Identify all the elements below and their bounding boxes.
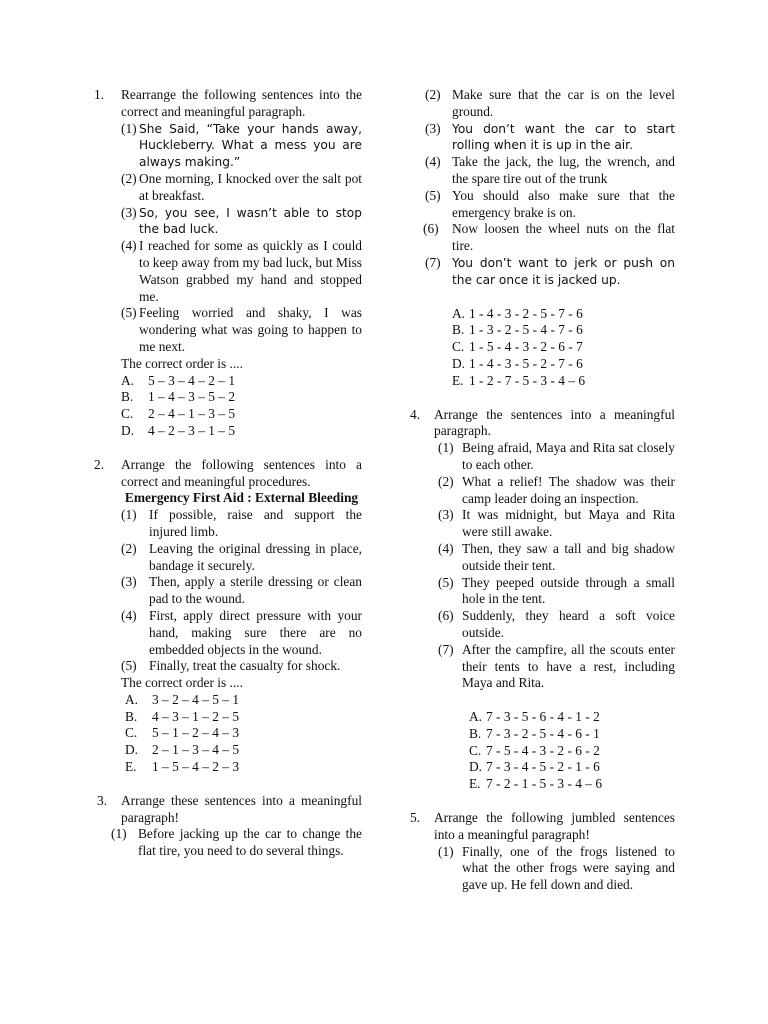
question-1: [94, 87, 362, 440]
answer-option-a[interactable]: [121, 373, 362, 390]
question-2: [94, 457, 362, 776]
sentence-text: You don’t want to jerk or push on the car once it is jacked up.: [452, 255, 675, 287]
sentence-text: Finally, treat the casualty for shock.: [149, 658, 341, 674]
sentence-number: (3): [425, 120, 441, 136]
sentence-number: (1): [438, 843, 454, 859]
question-number: 3.: [97, 792, 108, 808]
option-value: 7 - 5 - 4 - 3 - 2 - 6 - 2: [486, 742, 600, 758]
sentence-item: [438, 608, 675, 642]
option-value: 1 - 5 - 4 - 3 - 2 - 6 - 7: [469, 339, 583, 355]
question-5: [410, 810, 675, 894]
answer-option-b[interactable]: [121, 389, 362, 406]
question-3-continued: [410, 87, 675, 390]
question-prompt: Arrange the sentences into a meaningful paragraph.: [434, 406, 675, 439]
procedure-title: Emergency First Aid : External Bleeding: [124, 490, 359, 506]
sentence-number: (5): [438, 574, 454, 590]
sentence-number: (5): [121, 305, 137, 321]
sentence-number: (6): [438, 608, 454, 624]
option-value: 1 - 4 - 3 - 5 - 2 - 7 - 6: [469, 355, 583, 371]
sentence-number: (1): [121, 120, 137, 136]
sentence-text: Feeling worried and shaky, I was wondering what was going to happen to me next.: [139, 305, 362, 354]
question-3: [94, 793, 362, 860]
option-letter: D.: [452, 355, 466, 371]
option-letter: E.: [469, 776, 481, 792]
sentence-number: (2): [121, 540, 137, 556]
sentence-number: (3): [121, 574, 137, 590]
option-value: 4 – 3 – 1 – 2 – 5: [152, 708, 240, 724]
question-number: 1.: [94, 87, 105, 102]
question-number: 2.: [94, 456, 105, 472]
option-letter: A.: [125, 691, 139, 707]
option-letter: D.: [125, 742, 139, 758]
sentence-text: Suddenly, they heard a soft voice outside.: [462, 608, 675, 640]
left-column: [94, 87, 362, 860]
option-letter: E.: [125, 759, 137, 775]
sentence-text: What a relief! The shadow was their camp leader doing an inspection.: [462, 473, 675, 506]
option-letter: D.: [121, 422, 135, 438]
sentence-item: [425, 121, 675, 155]
sentence-number: (2): [121, 170, 137, 186]
sentence-item: [438, 541, 675, 575]
sentence-item: [121, 507, 362, 541]
answer-option-c[interactable]: [452, 339, 675, 356]
answer-option-a[interactable]: [452, 306, 675, 323]
sentence-item: [121, 121, 362, 171]
option-letter: C.: [125, 725, 138, 741]
sentence-text: So, you see, I wasn’t able to stop the bad luck.: [139, 205, 362, 237]
option-value: 4 – 2 – 3 – 1 – 5: [148, 422, 236, 438]
option-letter: A.: [452, 305, 466, 321]
sentence-item: [425, 154, 675, 188]
answer-option-d[interactable]: [125, 742, 362, 759]
sentence-item: [425, 188, 675, 222]
option-letter: E.: [452, 372, 464, 388]
sentence-item: [438, 642, 675, 692]
sentence-text: Being afraid, Maya and Rita sat closely to each other.: [462, 440, 675, 472]
sentence-text: I reached for some as quickly as I could to keep away from my bad luck, but Miss Watson grabbed my hand and stopped me.: [139, 238, 362, 304]
option-value: 1 - 4 - 3 - 2 - 5 - 7 - 6: [469, 305, 583, 321]
sentence-item: [121, 574, 362, 608]
question-prompt: Arrange the following jumbled sentences into a meaningful paragraph!: [434, 810, 675, 842]
option-letter: A.: [469, 709, 483, 725]
answer-option-a[interactable]: [125, 692, 362, 709]
answer-option-c[interactable]: [125, 725, 362, 742]
sentence-text: If possible, raise and support the injured limb.: [149, 507, 362, 539]
sentence-number: (4): [438, 540, 454, 556]
sentence-text: Leaving the original dressing in place, bandage it securely.: [149, 540, 362, 573]
answer-option-c[interactable]: [469, 743, 675, 760]
option-value: 7 - 3 - 2 - 5 - 4 - 6 - 1: [486, 725, 600, 741]
sentence-number: (2): [425, 87, 441, 102]
answer-option-b[interactable]: [469, 726, 675, 743]
sentence-text: You should also make sure that the emergency brake is on.: [452, 187, 675, 220]
order-prompt: The correct order is ....: [121, 355, 243, 371]
sentence-text: It was midnight, but Maya and Rita were still awake.: [462, 507, 675, 540]
sentence-number: (4): [425, 154, 441, 170]
answer-option-c[interactable]: [121, 406, 362, 423]
sentence-text: After the campfire, all the scouts enter their tents to have a rest, including Maya and Rita.: [462, 641, 675, 691]
sentence-item: [121, 171, 362, 205]
sentence-text: Then, they saw a tall and big shadow outside their tent.: [462, 540, 675, 573]
option-value: 3 – 2 – 4 – 5 – 1: [152, 691, 240, 707]
sentence-item: [111, 826, 362, 860]
sentence-number: (5): [121, 658, 137, 674]
sentence-text: Make sure that the car is on the level ground.: [452, 87, 675, 119]
option-letter: C.: [469, 742, 482, 758]
sentence-item: [438, 507, 675, 541]
sentence-text: Take the jack, the lug, the wrench, and the spare tire out of the trunk: [452, 154, 675, 186]
sentence-number: (1): [111, 826, 127, 842]
option-value: 2 – 1 – 3 – 4 – 5: [152, 742, 240, 758]
sentence-text: One morning, I knocked over the salt pot at breakfast.: [139, 170, 362, 203]
sentence-item: [425, 255, 675, 289]
option-value: 1 – 4 – 3 – 5 – 2: [148, 389, 236, 405]
sentence-number: (7): [425, 254, 441, 270]
question-4: [410, 407, 675, 794]
sentence-text: They peeped outside through a small hole in the tent.: [462, 574, 675, 607]
option-letter: C.: [452, 339, 465, 355]
sentence-number: (6): [423, 221, 439, 237]
answer-option-e[interactable]: [452, 373, 675, 390]
sentence-item: [423, 221, 675, 255]
sentence-number: (2): [438, 473, 454, 489]
answer-option-e[interactable]: [469, 776, 675, 793]
sentence-item: [121, 238, 362, 305]
option-value: 1 - 2 - 7 - 5 - 3 - 4 – 6: [469, 372, 586, 388]
sentence-item: [121, 541, 362, 575]
option-value: 5 – 3 – 4 – 2 – 1: [148, 372, 236, 388]
option-letter: B.: [125, 708, 138, 724]
sentence-number: (4): [121, 238, 137, 254]
option-value: 2 – 4 – 1 – 3 – 5: [148, 406, 236, 422]
answer-option-a[interactable]: [469, 709, 675, 726]
sentence-item: [438, 844, 675, 894]
order-prompt: The correct order is ....: [121, 675, 243, 691]
sentence-item: [121, 608, 362, 658]
sentence-number: (5): [425, 187, 441, 203]
option-value: 7 - 2 - 1 - 5 - 3 - 4 – 6: [486, 776, 603, 792]
sentence-item: [438, 474, 675, 508]
option-value: 7 - 3 - 4 - 5 - 2 - 1 - 6: [486, 759, 600, 775]
sentence-item: [121, 305, 362, 355]
sentence-text: Now loosen the wheel nuts on the flat tire.: [452, 221, 675, 254]
option-letter: C.: [121, 406, 134, 422]
option-value: 7 - 3 - 5 - 6 - 4 - 1 - 2: [486, 709, 600, 725]
sentence-text: Before jacking up the car to change the flat tire, you need to do several things.: [138, 826, 362, 859]
option-value: 1 – 5 – 4 – 2 – 3: [152, 759, 240, 775]
answer-option-d[interactable]: [469, 759, 675, 776]
sentence-item: [425, 87, 675, 121]
sentence-item: [121, 658, 362, 675]
sentence-number: (7): [438, 641, 454, 657]
option-letter: A.: [121, 372, 135, 388]
answer-option-e[interactable]: [125, 759, 362, 776]
option-value: 5 – 1 – 2 – 4 – 3: [152, 725, 240, 741]
sentence-text: Finally, one of the frogs listened to what the other frogs were saying and gave up. He fell down and died.: [462, 843, 675, 893]
sentence-item: [121, 205, 362, 239]
answer-option-d[interactable]: [121, 423, 362, 440]
sentence-number: (3): [121, 204, 137, 220]
option-letter: D.: [469, 759, 483, 775]
option-letter: B.: [121, 389, 134, 405]
question-number: 4.: [410, 406, 421, 422]
sentence-text: She Said, “Take your hands away, Huckleberry. What a mess you are always making.”: [139, 121, 362, 170]
option-letter: B.: [469, 725, 482, 741]
question-prompt: Rearrange the following sentences into the correct and meaningful paragraph.: [121, 87, 362, 119]
answer-option-d[interactable]: [452, 356, 675, 373]
answer-option-b[interactable]: [452, 322, 675, 339]
question-prompt: Arrange these sentences into a meaningful paragraph!: [121, 792, 362, 825]
option-letter: B.: [452, 322, 465, 338]
sentence-text: You don’t want the car to start rolling when it is up in the air.: [452, 121, 675, 153]
sentence-number: (1): [121, 507, 137, 523]
sentence-number: (3): [438, 507, 454, 523]
sentence-number: (4): [121, 607, 137, 623]
sentence-number: (1): [438, 440, 454, 456]
answer-option-b[interactable]: [125, 709, 362, 726]
right-column: [410, 87, 675, 894]
question-prompt: Arrange the following sentences into a correct and meaningful procedures.: [121, 456, 362, 489]
sentence-item: [438, 440, 675, 474]
option-value: 1 - 3 - 2 - 5 - 4 - 7 - 6: [469, 322, 583, 338]
sentence-text: Then, apply a sterile dressing or clean pad to the wound.: [149, 574, 362, 607]
sentence-item: [438, 575, 675, 609]
sentence-text: First, apply direct pressure with your hand, making sure there are no embedded objects in the wound.: [149, 607, 362, 657]
question-number: 5.: [410, 810, 421, 826]
